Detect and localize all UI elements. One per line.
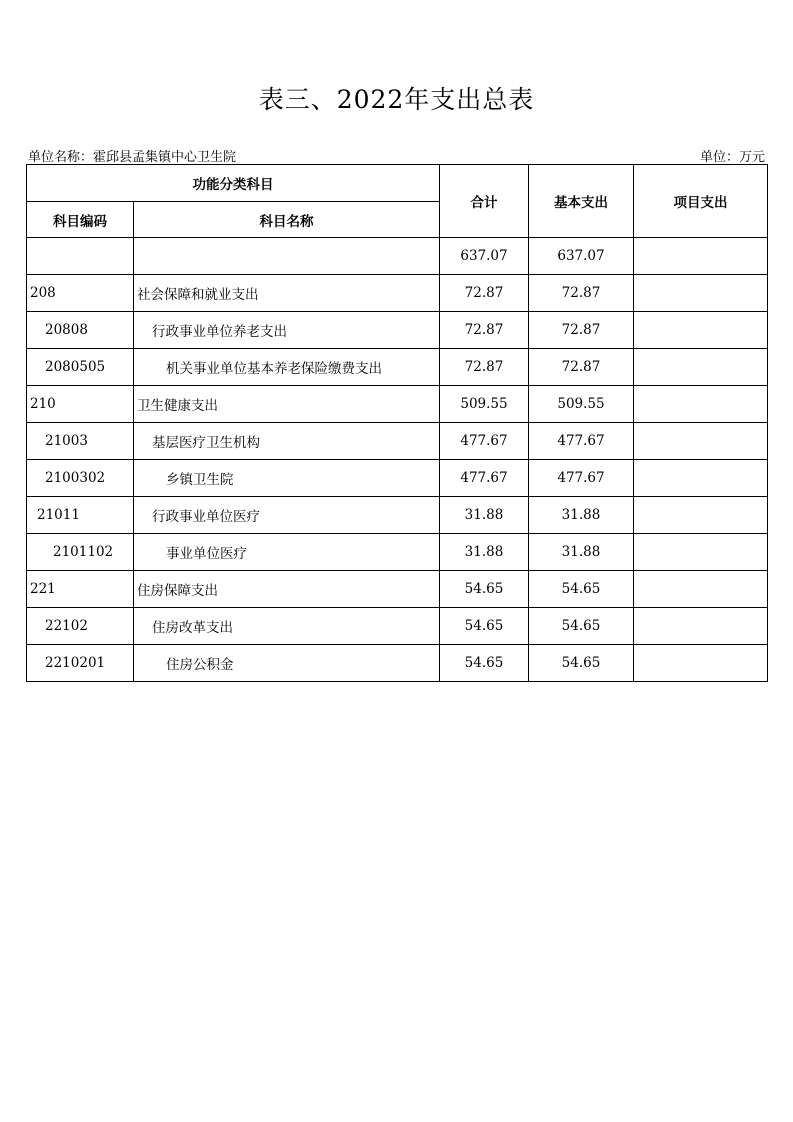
table-row [27,460,768,497]
subject-code-cell: 208 [27,275,134,312]
table-row [27,645,768,682]
table-row [27,349,768,386]
table-row [27,275,768,312]
total-cell: 477.67 [440,460,529,497]
subject-name-cell: 行政事业单位医疗 [134,497,440,534]
subject-name-cell: 行政事业单位养老支出 [134,312,440,349]
project-cell [634,275,768,312]
table-row [27,608,768,645]
subject-name-cell: 住房改革支出 [134,608,440,645]
header-subject-name: 科目名称 [134,202,440,238]
project-cell [634,534,768,571]
basic-cell: 509.55 [529,386,634,423]
subject-name-cell: 住房公积金 [134,645,440,682]
project-cell [634,386,768,423]
total-cell: 72.87 [440,312,529,349]
total-cell: 477.67 [440,423,529,460]
subject-code-cell [27,238,134,275]
total-cell: 637.07 [440,238,529,275]
basic-cell: 72.87 [529,312,634,349]
subject-code-cell: 21003 [27,423,134,460]
table-row [27,534,768,571]
basic-cell: 54.65 [529,608,634,645]
subject-code-cell: 2080505 [27,349,134,386]
basic-cell: 54.65 [529,571,634,608]
subject-name-cell [134,238,440,275]
project-cell [634,497,768,534]
subject-code-cell: 21011 [27,497,134,534]
subject-name-cell: 卫生健康支出 [134,386,440,423]
table-row [27,238,768,275]
project-cell [634,312,768,349]
project-cell [634,349,768,386]
project-cell [634,238,768,275]
project-cell [634,608,768,645]
page-title: 表三、2022年支出总表 [258,85,535,114]
basic-cell: 72.87 [529,349,634,386]
basic-cell: 477.67 [529,423,634,460]
total-cell: 54.65 [440,608,529,645]
project-cell [634,571,768,608]
subject-name-cell: 乡镇卫生院 [134,460,440,497]
subject-name-cell: 住房保障支出 [134,571,440,608]
basic-cell: 31.88 [529,497,634,534]
total-cell: 72.87 [440,275,529,312]
project-cell [634,423,768,460]
subject-name-cell: 事业单位医疗 [134,534,440,571]
subject-name-cell: 机关事业单位基本养老保险缴费支出 [134,349,440,386]
header-total: 合计 [440,165,529,238]
total-cell: 54.65 [440,645,529,682]
subject-code-cell: 221 [27,571,134,608]
currency-unit-label: 单位：万元 [699,150,765,165]
organization-label: 单位名称：霍邱县孟集镇中心卫生院 [28,150,237,165]
basic-cell: 72.87 [529,275,634,312]
basic-cell: 477.67 [529,460,634,497]
subject-code-cell: 210 [27,386,134,423]
total-cell: 31.88 [440,497,529,534]
table-row [27,423,768,460]
subject-name-cell: 基层医疗卫生机构 [134,423,440,460]
subject-code-cell: 20808 [27,312,134,349]
header-project-expenditure: 项目支出 [634,165,768,238]
subject-code-cell: 2210201 [27,645,134,682]
project-cell [634,645,768,682]
table-row [27,497,768,534]
total-cell: 72.87 [440,349,529,386]
basic-cell: 31.88 [529,534,634,571]
header-basic-expenditure: 基本支出 [529,165,634,238]
subject-code-cell: 2101102 [27,534,134,571]
subject-code-cell: 2100302 [27,460,134,497]
subject-name-cell: 社会保障和就业支出 [134,275,440,312]
table-row [27,386,768,423]
header-subject-code: 科目编码 [27,202,134,238]
expenditure-table [26,164,768,682]
total-cell: 31.88 [440,534,529,571]
project-cell [634,460,768,497]
table-row [27,312,768,349]
subject-code-cell: 22102 [27,608,134,645]
basic-cell: 637.07 [529,238,634,275]
basic-cell: 54.65 [529,645,634,682]
table-row [27,571,768,608]
total-cell: 509.55 [440,386,529,423]
total-cell: 54.65 [440,571,529,608]
header-function-category: 功能分类科目 [27,165,440,202]
